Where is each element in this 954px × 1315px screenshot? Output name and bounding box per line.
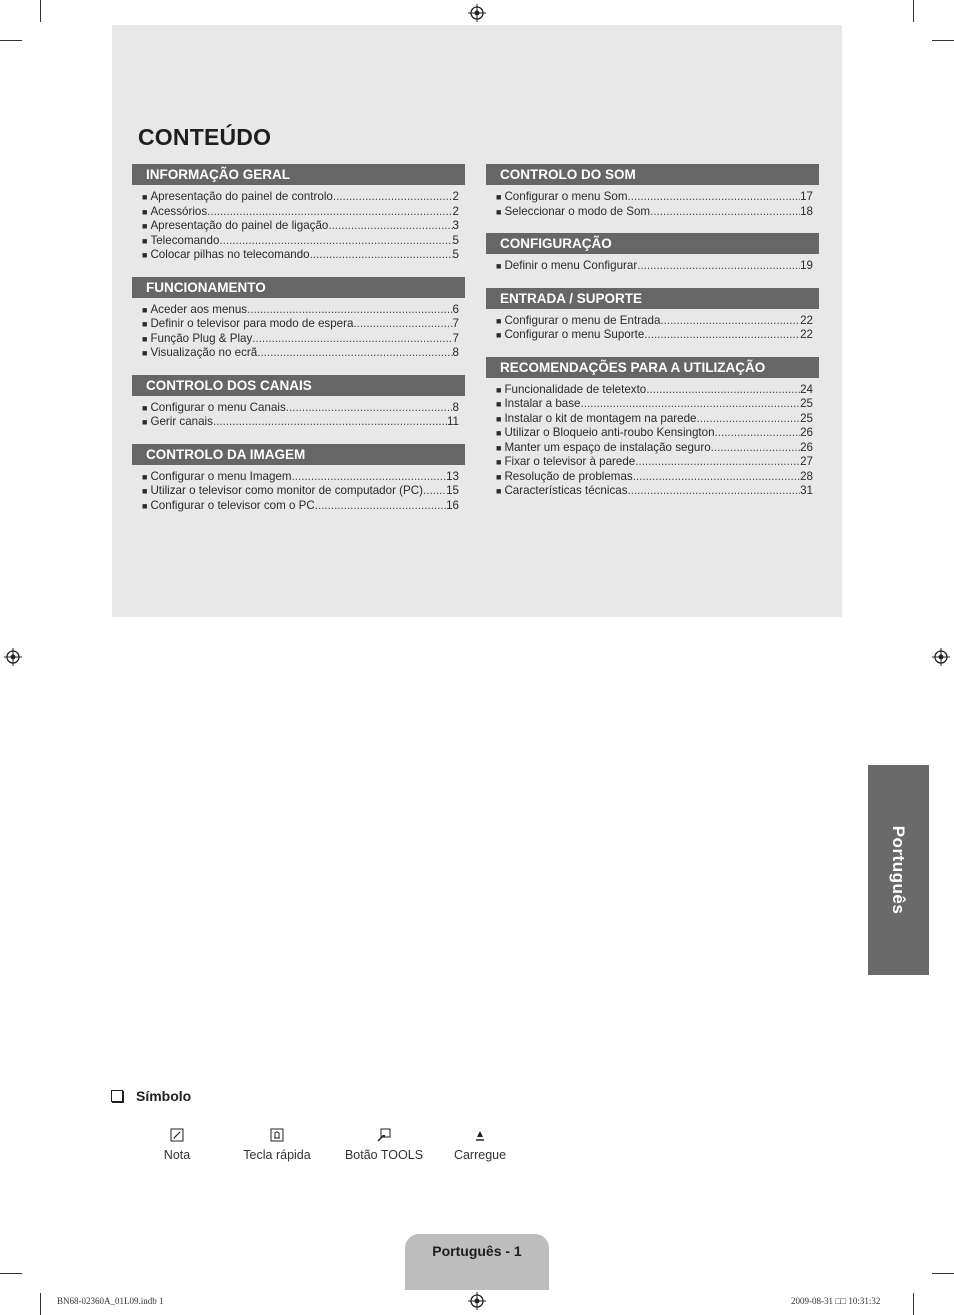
toc-page-number: 24 xyxy=(800,382,813,396)
square-bullet-icon: ■ xyxy=(496,192,502,202)
symbol-tools xyxy=(329,1128,439,1162)
toc-page-number: 8 xyxy=(452,346,459,359)
page-number-tab xyxy=(405,1234,549,1290)
dot-leader xyxy=(715,426,801,441)
toc-page-number: 2 xyxy=(452,190,459,203)
section-heading: CONTROLO DOS CANAIS xyxy=(132,375,465,396)
toc-section xyxy=(486,288,819,343)
square-bullet-icon: ■ xyxy=(496,261,502,271)
dot-leader xyxy=(219,234,452,249)
toc-entry-text: Utilizar o televisor como monitor de computador (PC) xyxy=(150,484,423,497)
toc-entry-text: Instalar o kit de montagem na parede xyxy=(504,411,697,425)
toc-right-column xyxy=(486,164,819,513)
square-bullet-icon: ■ xyxy=(496,457,502,467)
toc-entry-text: Aceder aos menus xyxy=(150,302,248,316)
toc-entry xyxy=(486,259,819,274)
dot-leader xyxy=(628,190,801,205)
square-bullet-icon: ■ xyxy=(142,471,148,482)
toc-entry-text: Resolução de problemas xyxy=(504,469,633,483)
toc-page-number: 7 xyxy=(452,331,459,345)
toc-entry xyxy=(132,499,465,514)
toc-entry xyxy=(132,190,465,205)
toc-page-number: 22 xyxy=(800,328,813,341)
toc-page-number: 6 xyxy=(452,302,459,316)
toc-page-number: 13 xyxy=(446,469,459,483)
toc-page-number: 5 xyxy=(452,233,459,247)
square-bullet-icon: ■ xyxy=(142,221,148,231)
side-tab-label: Português xyxy=(889,825,908,915)
checkbox-bullet-icon xyxy=(111,1090,123,1102)
square-bullet-icon: ■ xyxy=(142,250,148,260)
toc-entry-text: Funcionalidade de teletexto xyxy=(504,382,647,396)
registration-mark-icon xyxy=(932,648,950,666)
footer-timestamp: 2009-08-31 □□ 10:31:32 xyxy=(791,1296,881,1306)
symbol-press xyxy=(425,1128,535,1162)
toc-section xyxy=(132,277,465,361)
toc-page-number: 15 xyxy=(446,484,459,497)
square-bullet-icon: ■ xyxy=(496,315,502,326)
symbol-label: Botão TOOLS xyxy=(344,1148,424,1162)
toc-entry-text: Configurar o menu Suporte xyxy=(504,328,645,341)
toc-page-number: 25 xyxy=(800,411,813,425)
toc-entry-text: Configurar o televisor com o PC xyxy=(150,498,315,512)
toc-page-number: 7 xyxy=(452,317,459,330)
toc-entry-list xyxy=(132,401,465,430)
section-heading: CONTROLO DO SOM xyxy=(486,164,819,185)
square-bullet-icon: ■ xyxy=(496,471,502,482)
toc-entry-list xyxy=(486,259,819,274)
toc-page-number: 26 xyxy=(800,440,813,454)
registration-mark-icon xyxy=(468,4,486,22)
toc-page-number: 28 xyxy=(800,469,813,483)
toc-page-number: 25 xyxy=(800,397,813,410)
toc-section xyxy=(486,164,819,219)
toc-page-number: 18 xyxy=(800,204,813,218)
dot-leader xyxy=(213,415,447,430)
square-bullet-icon: ■ xyxy=(142,192,148,202)
section-heading: RECOMENDAÇÕES PARA A UTILIZAÇÃO xyxy=(486,357,819,378)
symbol-note xyxy=(122,1128,232,1162)
dot-leader xyxy=(581,397,801,412)
toc-entry xyxy=(486,455,819,470)
one-touch-button-icon xyxy=(270,1128,284,1142)
symbol-label: Carregue xyxy=(453,1148,507,1162)
square-bullet-icon: ■ xyxy=(496,428,502,438)
dot-leader xyxy=(633,470,800,485)
symbol-one-touch xyxy=(222,1128,332,1162)
dot-leader xyxy=(207,205,452,220)
dot-leader xyxy=(286,401,453,416)
note-icon xyxy=(170,1128,184,1142)
dot-leader xyxy=(644,328,800,343)
square-bullet-icon: ■ xyxy=(496,486,502,496)
toc-page-number: 27 xyxy=(800,455,813,468)
square-bullet-icon: ■ xyxy=(142,402,148,413)
section-heading: INFORMAÇÃO GERAL xyxy=(132,164,465,185)
toc-entry xyxy=(486,190,819,205)
tools-button-icon xyxy=(377,1128,391,1142)
square-bullet-icon: ■ xyxy=(142,206,148,217)
section-heading: CONTROLO DA IMAGEM xyxy=(132,444,465,465)
dot-leader xyxy=(252,332,452,347)
dot-leader xyxy=(333,190,453,205)
toc-page-number: 31 xyxy=(800,484,813,497)
toc-entry xyxy=(132,317,465,332)
toc-entry-text: Fixar o televisor à parede xyxy=(504,455,636,468)
toc-page-number: 26 xyxy=(800,426,813,439)
toc-entry xyxy=(132,470,465,485)
toc-entry-text: Função Plug & Play xyxy=(150,331,253,345)
toc-entry-text: Instalar a base xyxy=(504,397,581,410)
square-bullet-icon: ■ xyxy=(142,486,148,496)
toc-page-number: 5 xyxy=(452,248,459,261)
toc-entry-text: Configurar o menu Canais xyxy=(150,400,286,414)
toc-entry xyxy=(486,205,819,220)
toc-entry xyxy=(132,484,465,499)
toc-page-number: 19 xyxy=(800,259,813,272)
page-number: Português - 1 xyxy=(432,1243,522,1259)
square-bullet-icon: ■ xyxy=(496,442,502,453)
dot-leader xyxy=(247,303,452,318)
toc-entry-text: Telecomando xyxy=(150,233,220,247)
square-bullet-icon: ■ xyxy=(496,206,502,217)
square-bullet-icon: ■ xyxy=(142,333,148,344)
square-bullet-icon: ■ xyxy=(496,384,502,395)
toc-entry-text: Apresentação do painel de controlo xyxy=(150,190,333,203)
toc-entry xyxy=(486,426,819,441)
toc-page-number: 17 xyxy=(800,190,813,203)
dot-leader xyxy=(637,259,800,274)
toc-entry-text: Apresentação do painel de ligação xyxy=(150,219,329,232)
toc-entry xyxy=(132,205,465,220)
toc-entry-text: Seleccionar o modo de Som xyxy=(504,204,651,218)
toc-page-number: 16 xyxy=(446,498,459,512)
toc-entry-text: Utilizar o Bloqueio anti-roubo Kensington xyxy=(504,426,715,439)
square-bullet-icon: ■ xyxy=(142,417,148,427)
toc-entry-text: Definir o menu Configurar xyxy=(504,259,638,272)
toc-entry xyxy=(132,303,465,318)
dot-leader xyxy=(310,248,453,263)
toc-entry-list xyxy=(486,190,819,219)
square-bullet-icon: ■ xyxy=(142,319,148,329)
dot-leader xyxy=(646,383,800,398)
square-bullet-icon: ■ xyxy=(142,348,148,358)
toc-entry-text: Manter um espaço de instalação seguro xyxy=(504,440,711,454)
toc-entry-list xyxy=(486,314,819,343)
toc-page-number: 8 xyxy=(452,400,459,414)
toc-entry-list xyxy=(132,470,465,514)
toc-page-number: 11 xyxy=(446,415,459,428)
toc-entry-text: Configurar o menu de Entrada xyxy=(504,313,661,327)
section-heading: CONFIGURAÇÃO xyxy=(486,233,819,254)
toc-entry-text: Características técnicas xyxy=(504,484,628,497)
toc-entry-text: Colocar pilhas no telecomando xyxy=(150,248,310,261)
section-heading: ENTRADA / SUPORTE xyxy=(486,288,819,309)
toc-left-column xyxy=(132,164,465,527)
registration-mark-icon xyxy=(4,648,22,666)
square-bullet-icon: ■ xyxy=(142,304,148,315)
toc-section xyxy=(486,233,819,274)
toc-entry-list xyxy=(486,383,819,499)
press-icon xyxy=(473,1128,487,1142)
toc-entry xyxy=(132,234,465,249)
dot-leader xyxy=(353,317,452,332)
toc-entry-text: Definir o televisor para modo de espera xyxy=(150,317,354,330)
toc-section xyxy=(132,164,465,263)
toc-section xyxy=(132,375,465,430)
toc-entry xyxy=(486,397,819,412)
language-side-tab xyxy=(868,765,929,975)
square-bullet-icon: ■ xyxy=(142,235,148,246)
toc-entry xyxy=(486,314,819,329)
toc-entry-text: Gerir canais xyxy=(150,415,213,428)
dot-leader xyxy=(697,412,801,427)
toc-entry-list xyxy=(132,303,465,361)
symbol-heading xyxy=(111,1088,191,1104)
dot-leader xyxy=(315,499,446,514)
square-bullet-icon: ■ xyxy=(496,399,502,409)
dot-leader xyxy=(635,455,800,470)
dot-leader xyxy=(711,441,800,456)
dot-leader xyxy=(423,484,446,499)
toc-page-number: 22 xyxy=(800,313,813,327)
toc-entry xyxy=(486,441,819,456)
dot-leader xyxy=(650,205,800,220)
dot-leader xyxy=(292,470,447,485)
dot-leader xyxy=(257,346,452,361)
toc-entry-text: Visualização no ecrã xyxy=(150,346,258,359)
square-bullet-icon: ■ xyxy=(496,413,502,424)
dot-leader xyxy=(628,484,801,499)
toc-section xyxy=(132,444,465,514)
symbol-label: Tecla rápida xyxy=(243,1148,311,1162)
footer-file-info: BN68-02360A_01L09.indb 1 xyxy=(57,1296,164,1306)
page-title: CONTEÚDO xyxy=(138,124,272,150)
square-bullet-icon: ■ xyxy=(142,500,148,511)
toc-entry-text: Configurar o menu Som xyxy=(504,190,628,203)
registration-mark-icon xyxy=(468,1292,486,1310)
toc-entry xyxy=(486,470,819,485)
toc-entry xyxy=(132,219,465,234)
dot-leader xyxy=(328,219,452,234)
symbol-label: Nota xyxy=(163,1148,191,1162)
toc-page-number: 3 xyxy=(452,219,459,232)
toc-section xyxy=(486,357,819,499)
toc-entry xyxy=(132,415,465,430)
toc-entry xyxy=(486,484,819,499)
section-heading: FUNCIONAMENTO xyxy=(132,277,465,298)
symbol-heading-text: Símbolo xyxy=(136,1088,192,1104)
toc-entry-text: Acessórios xyxy=(150,204,208,218)
toc-entry xyxy=(486,328,819,343)
toc-entry xyxy=(132,401,465,416)
toc-page-number: 2 xyxy=(452,204,459,218)
toc-entry xyxy=(132,332,465,347)
toc-entry xyxy=(132,248,465,263)
toc-entry xyxy=(486,412,819,427)
toc-entry-text: Configurar o menu Imagem xyxy=(150,469,292,483)
toc-entry xyxy=(486,383,819,398)
toc-entry xyxy=(132,346,465,361)
square-bullet-icon: ■ xyxy=(496,330,502,340)
dot-leader xyxy=(660,314,800,329)
toc-entry-list xyxy=(132,190,465,263)
